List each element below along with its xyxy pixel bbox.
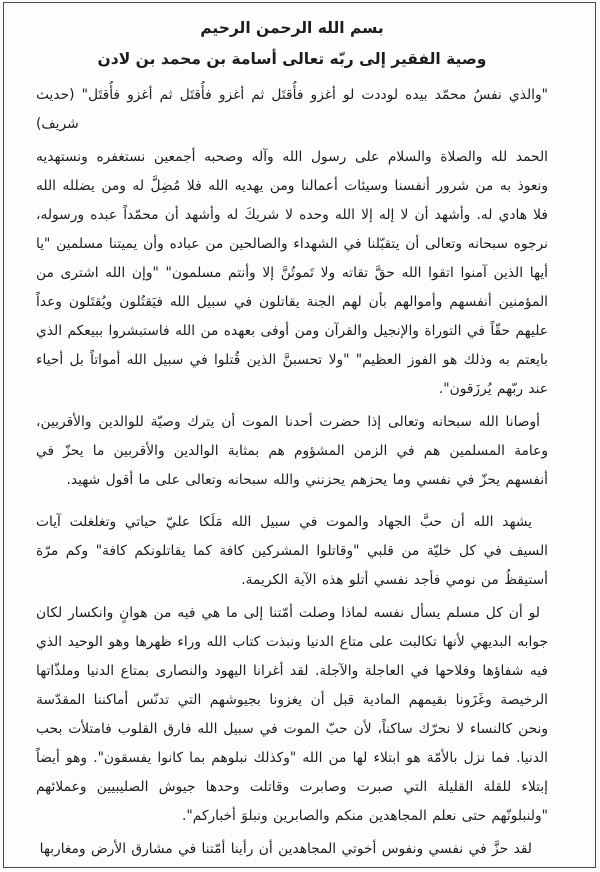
paragraph-love-of-jihad: يشهد الله أن حبَّ الجهاد والموت في سبيل الله مَلَكا عليّ حياتي وتغلغلت آيات السيف في كل خليّة من قلبي "وقاتلوا المشركين كافة كما يقاتلونكم كافة" وكم مرّة أستيقظُ من نومي فأجد نفسي أتلو هذه الآية الكريمة. xyxy=(36,514,548,588)
paragraph-closing-line: لقد حزَّ في نفسي ونفوس أخوتي المجاهدين أن رأينا أمّتنا في مشارق الأرض ومغاربها xyxy=(39,841,532,857)
paragraph-will-commandment: أوصانا الله سبحانه وتعالى إذا حضرت أحدنا الموت أن يترك وصيّة للوالدين والأقربين، وعامة المسلمين هم في الزمن المشؤوم هم بمثابة الوالدين والأقربين ما يحزّ في أنفسهم يحزّ في نفسي وما يحزهم يحزنني والله سبحانه وتعالى على ما أقول شهيد. xyxy=(36,414,548,488)
document-content xyxy=(36,13,548,864)
hadith-attribution-continuation: شريف) xyxy=(36,116,79,132)
document-title: وصية الفقير إلى ربّه تعالى أسامة بن محمد بن لادن xyxy=(97,50,487,68)
paragraph-state-of-the-ummah: لو أن كل مسلم يسأل نفسه لماذا وصلت أمّتنا إلى ما هي فيه من هوانٍ وانكسار لكان جوابه البديهي لأنها تكالبت على متاع الدنيا ونبذت كتاب الله وراء ظهرها وهو الوحيد الذي فيه شفاؤها وفلاحها في العاجلة والآجلة. لقد أغرانا اليهود والنصارى بمتاع الدنيا وملذّاتها الرخيصة وغَزَونا بقيمهم المادية قبل أن يغزونا بجيوشهم التي تدنّس أماكننا المقدّسة ونحن كالنساء لا نحرّك ساكناً، لأن حبّ الموت في سبيل الله فارق القلوب فامتلأت بحب الدنيا. فما نزل بالأمّة هو ابتلاء لها من الله "وكذلك نبلوهم بما كانوا يفسقون". وهو أيضاً إبتلاء للقلة القليلة التي صبرت وصابرت وقاتلت وحدها جيوش الصليبيين وعملائهم "ولنبلونّهم حتى نعلم المجاهدين منكم والصابرين ونبلوَ أخباركم". xyxy=(36,605,548,824)
basmala-line: بسم الله الرحمن الرحيم xyxy=(200,19,384,37)
hadith-quote-line: "والذي نفسُ محمّد بيده لوددت لو أغزو فأُقتَل ثم أغزو فأُقتَل ثم أغزو فأُقتَل" (حديث xyxy=(36,87,548,103)
paragraph-praise-and-quran-verses: الحمد لله والصلاة والسلام على رسول الله وآله وصحبه أجمعين نستغفره ونستهديه ونعوذ به من شرور أنفسنا وسيئات أعمالنا ومن يهديه الله فلا مُضِلَّ له ومن يضلله الله فلا هادي له. وأشهد أن لا إله إلا الله وحده لا شريكَ له وأشهد أن محمّداً عبده ورسوله، نرجوه سبحانه وتعالى أن يتقبّلنا في الشهداء والصالحين من عباده وأن يميتنا مسلمين "يا أيها الذين آمنوا اتقوا الله حقَّ تقاته ولا تَموتُنَّ إلا وأنتم مسلمون" "وإن الله اشترى من المؤمنين أنفسهم وأموالهم بأن لهم الجنة يقاتلون في سبيل الله فيَقتُلون ويُقتَلون وعداً عليهم حقّاً في التوراة والإنجيل والقرآن ومن أوفى بعهده من الله فاستبشروا ببيعكم الذي بايعتم به وذلك هو الفوز العظيم" "ولا تحسبنَّ الذين قُتلوا في سبيل الله أمواتاً بل أحياء عند ربّهم يُرزَقون". xyxy=(36,149,548,397)
